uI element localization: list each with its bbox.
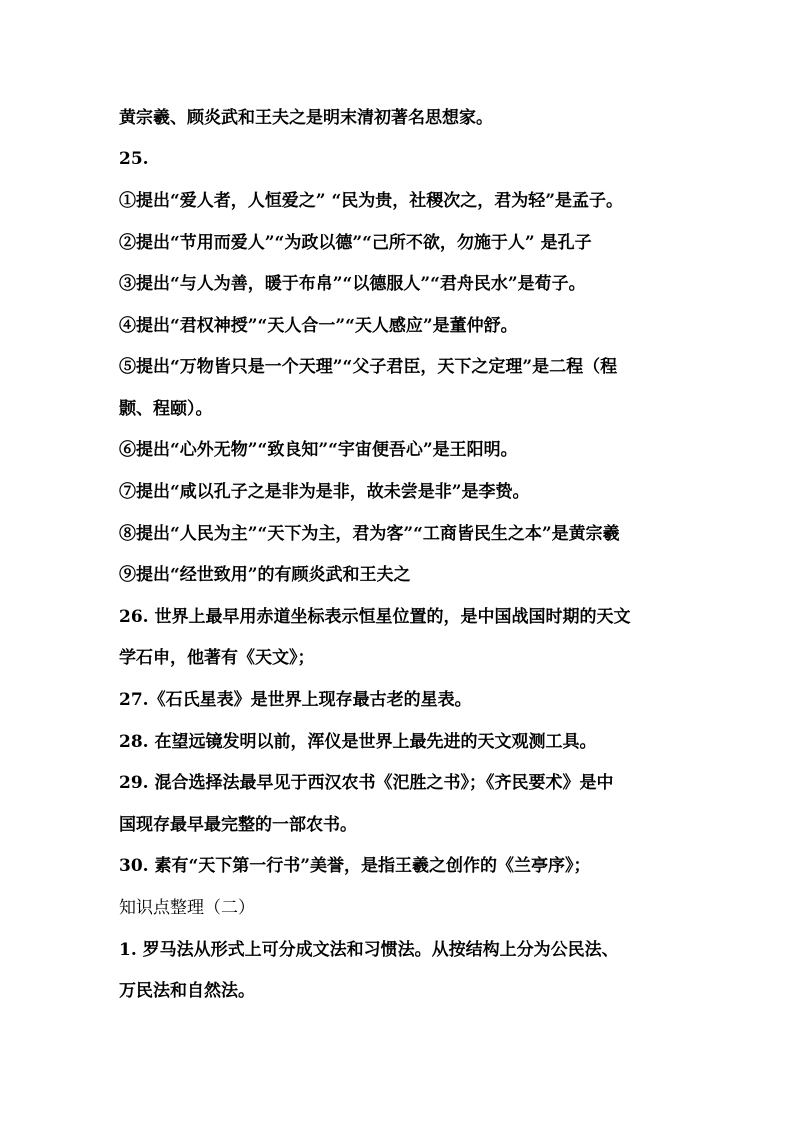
text-line-wang-yangming: ⑥提出“心外无物”“致良知”“宇宙便吾心”是王阳明。 — [119, 440, 518, 460]
text-line-ercheng-cont: 颢、程颐）。 — [119, 399, 213, 419]
text-line-gu-wang: ⑨提出“经世致用”的有顾炎武和王夫之 — [119, 565, 411, 585]
text-line-1: 黄宗羲、顾炎武和王夫之是明末清初著名思想家。 — [119, 108, 493, 128]
text-line-mencius: ①提出“爱人者，人恒爱之” “民为贵，社稷次之，君为轻”是孟子。 — [119, 191, 624, 211]
item-27: 27.《石氏星表》是世界上现存最古老的星表。 — [119, 690, 472, 710]
item-29-cont: 国现存最早最完整的一部农书。 — [119, 815, 357, 835]
text-line-dong-zhongshu: ④提出“君权神授”“天人合一”“天人感应”是董仲舒。 — [119, 316, 518, 336]
text-line-ercheng: ⑤提出“万物皆只是一个天理”“父子君臣，天下之定理”是二程（程 — [119, 357, 618, 377]
text-line-li-zhi: ⑦提出“咸以孔子之是非为是非，故未尝是非”是李贽。 — [119, 482, 530, 502]
item-29: 29. 混合选择法最早见于西汉农书《汜胜之书》；《齐民要术》是中 — [119, 773, 614, 793]
item-28: 28. 在望远镜发明以前，浑仪是世界上最先进的天文观测工具。 — [119, 732, 597, 752]
section-heading: 知识点整理（二） — [119, 898, 255, 918]
item-1: 1. 罗马法从形式上可分成文法和习惯法。从按结构上分为公民法、 — [119, 940, 619, 960]
text-line-huang-zongxi: ⑧提出“人民为主”“天下为主，君为客”“工商皆民生之本”是黄宗羲 — [119, 524, 620, 544]
item-25-heading: 25. — [119, 149, 149, 169]
item-26: 26. 世界上最早用赤道坐标表示恒星位置的，是中国战国时期的天文 — [119, 607, 631, 627]
item-26-cont: 学石申，他著有《天文》； — [119, 648, 315, 668]
text-line-xunzi: ③提出“与人为善，暖于布帛”“以德服人”“君舟民水”是荀子。 — [119, 274, 586, 294]
item-1-cont: 万民法和自然法。 — [119, 981, 255, 1001]
text-line-confucius: ②提出“节用而爱人”“为政以德”“己所不欲，勿施于人” 是孔子 — [119, 233, 592, 253]
item-30: 30. 素有“天下第一行书”美誉，是指王羲之创作的《兰亭序》； — [119, 856, 591, 876]
